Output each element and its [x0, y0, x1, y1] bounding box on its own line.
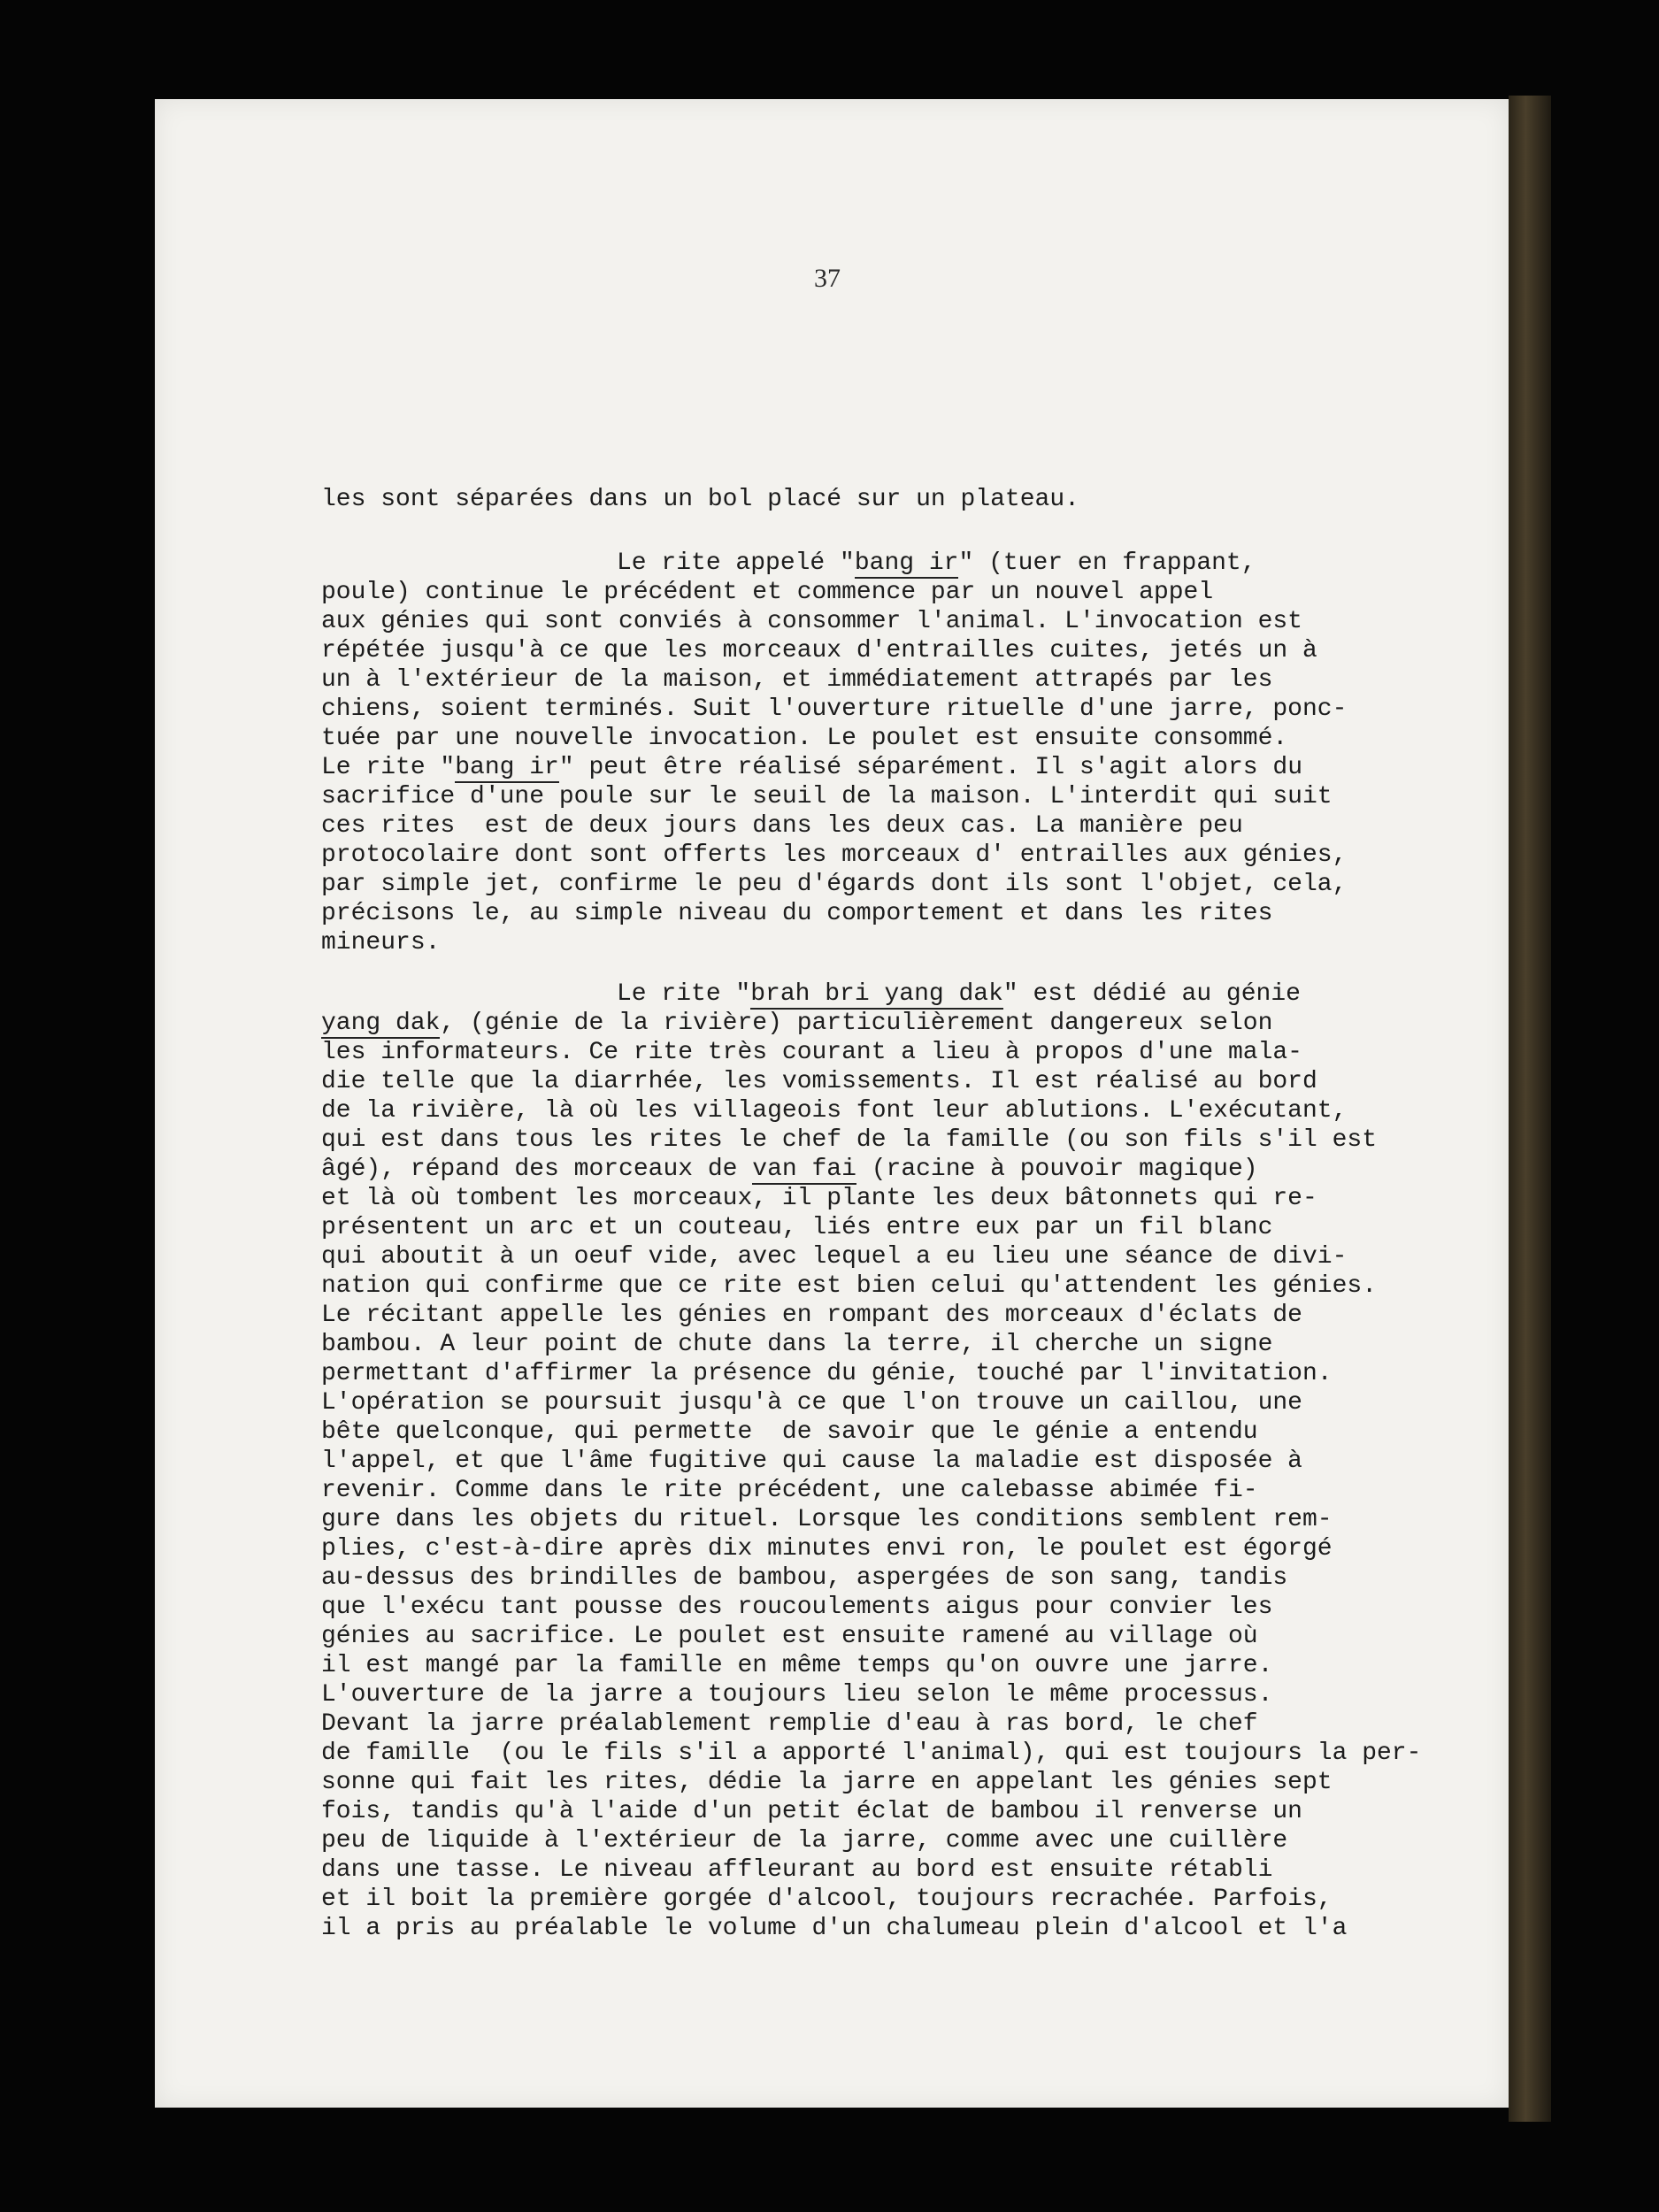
text-line: il est mangé par la famille en même temps qu'on ouvre une jarre. [321, 1652, 1273, 1679]
text-line: les sont séparées dans un bol placé sur un plateau. [321, 486, 1079, 513]
text-line: Le récitant appelle les génies en rompant des morceaux d'éclats de [321, 1302, 1302, 1329]
paragraph [321, 549, 1383, 957]
text-line: et il boit la première gorgée d'alcool, toujours recrachée. Parfois, [321, 1886, 1333, 1913]
text-line: mineurs. [321, 929, 441, 956]
text-line: poule) continue le précédent et commence par un nouvel appel [321, 579, 1214, 606]
paragraph [321, 979, 1422, 1943]
text-line: Le rite "brah bri yang dak" est dédié au génie [617, 980, 1301, 1008]
text-line: au-dessus des brindilles de bambou, aspergées de son sang, tandis [321, 1564, 1288, 1592]
text-line: de famille (ou le fils s'il a apporté l'animal), qui est toujours la per- [321, 1740, 1422, 1767]
text-line: bête quelconque, qui permette de savoir que le génie a entendu [321, 1418, 1258, 1446]
text-line: bambou. A leur point de chute dans la terre, il cherche un signe [321, 1331, 1273, 1358]
text-line: L'ouverture de la jarre a toujours lieu selon le même processus. [321, 1681, 1273, 1709]
text-line: présentent un arc et un couteau, liés entre eux par un fil blanc [321, 1214, 1273, 1241]
text-line: nation qui confirme que ce rite est bien celui qu'attendent les génies. [321, 1272, 1377, 1300]
underlined-term: bang ir [854, 549, 959, 577]
text-line: chiens, soient terminés. Suit l'ouverture rituelle d'une jarre, ponc- [321, 695, 1348, 723]
text-line: de la rivière, là où les villageois font leur ablutions. L'exécutant, [321, 1097, 1348, 1125]
underlined-term: bang ir [455, 754, 559, 781]
page-number: 37 [814, 264, 841, 293]
paragraph [321, 485, 1383, 514]
underlined-term: brah bri yang dak [750, 980, 1003, 1008]
text-line: il a pris au préalable le volume d'un chalumeau plein d'alcool et l'a [321, 1915, 1348, 1942]
text-line: dans une tasse. Le niveau affleurant au bord est ensuite rétabli [321, 1856, 1273, 1884]
text-line: âgé), répand des morceaux de van fai (racine à pouvoir magique) [321, 1156, 1258, 1183]
text-line: permettant d'affirmer la présence du génie, touché par l'invitation. [321, 1360, 1333, 1387]
text-line: un à l'extérieur de la maison, et immédiatement attrapés par les [321, 666, 1273, 694]
text-line: tuée par une nouvelle invocation. Le poulet est ensuite consommé. [321, 725, 1288, 752]
text-line: et là où tombent les morceaux, il plante les deux bâtonnets qui re- [321, 1185, 1317, 1212]
text-line: qui est dans tous les rites le chef de la famille (ou son fils s'il est [321, 1126, 1377, 1154]
text-line: yang dak, (génie de la rivière) particulièrement dangereux selon [321, 1010, 1273, 1037]
text-line: revenir. Comme dans le rite précédent, une calebasse abimée fi- [321, 1477, 1258, 1504]
text-line: ces rites est de deux jours dans les deux cas. La manière peu [321, 812, 1243, 840]
underlined-term: yang dak [321, 1010, 441, 1037]
text-line: L'opération se poursuit jusqu'à ce que l'on trouve un caillou, une [321, 1389, 1302, 1417]
text-line: sacrifice d'une poule sur le seuil de la maison. L'interdit qui suit [321, 783, 1333, 810]
text-line: génies au sacrifice. Le poulet est ensuite ramené au village où [321, 1623, 1258, 1650]
text-line: die telle que la diarrhée, les vomissements. Il est réalisé au bord [321, 1068, 1317, 1095]
text-line: Devant la jarre préalablement remplie d'eau à ras bord, le chef [321, 1710, 1258, 1738]
text-line: aux génies qui sont conviés à consommer l'animal. L'invocation est [321, 608, 1302, 635]
body-text [321, 485, 1422, 1943]
text-line: peu de liquide à l'extérieur de la jarre, comme avec une cuillère [321, 1827, 1288, 1855]
text-line: par simple jet, confirme le peu d'égards dont ils sont l'objet, cela, [321, 871, 1348, 898]
text-line: Le rite appelé "bang ir" (tuer en frappant, [617, 549, 1256, 577]
text-line: protocolaire dont sont offerts les morceaux d' entrailles aux génies, [321, 841, 1348, 869]
text-line: l'appel, et que l'âme fugitive qui cause la maladie est disposée à [321, 1448, 1302, 1475]
text-line: gure dans les objets du rituel. Lorsque les conditions semblent rem- [321, 1506, 1333, 1533]
text-line: répétée jusqu'à ce que les morceaux d'entrailles cuites, jetés un à [321, 637, 1317, 664]
underlined-term: van fai [752, 1156, 856, 1183]
text-line: fois, tandis qu'à l'aide d'un petit éclat de bambou il renverse un [321, 1798, 1302, 1825]
text-line: Le rite "bang ir" peut être réalisé séparément. Il s'agit alors du [321, 754, 1302, 781]
text-line: les informateurs. Ce rite très courant a lieu à propos d'une mala- [321, 1039, 1302, 1066]
text-line: qui aboutit à un oeuf vide, avec lequel a eu lieu une séance de divi- [321, 1243, 1348, 1271]
text-line: sonne qui fait les rites, dédie la jarre en appelant les génies sept [321, 1769, 1333, 1796]
text-line: plies, c'est-à-dire après dix minutes envi ron, le poulet est égorgé [321, 1535, 1333, 1563]
text-line: que l'exécu tant pousse des roucoulements aigus pour convier les [321, 1594, 1273, 1621]
book-page-edges [1509, 96, 1551, 2122]
text-line: précisons le, au simple niveau du comportement et dans les rites [321, 900, 1273, 927]
